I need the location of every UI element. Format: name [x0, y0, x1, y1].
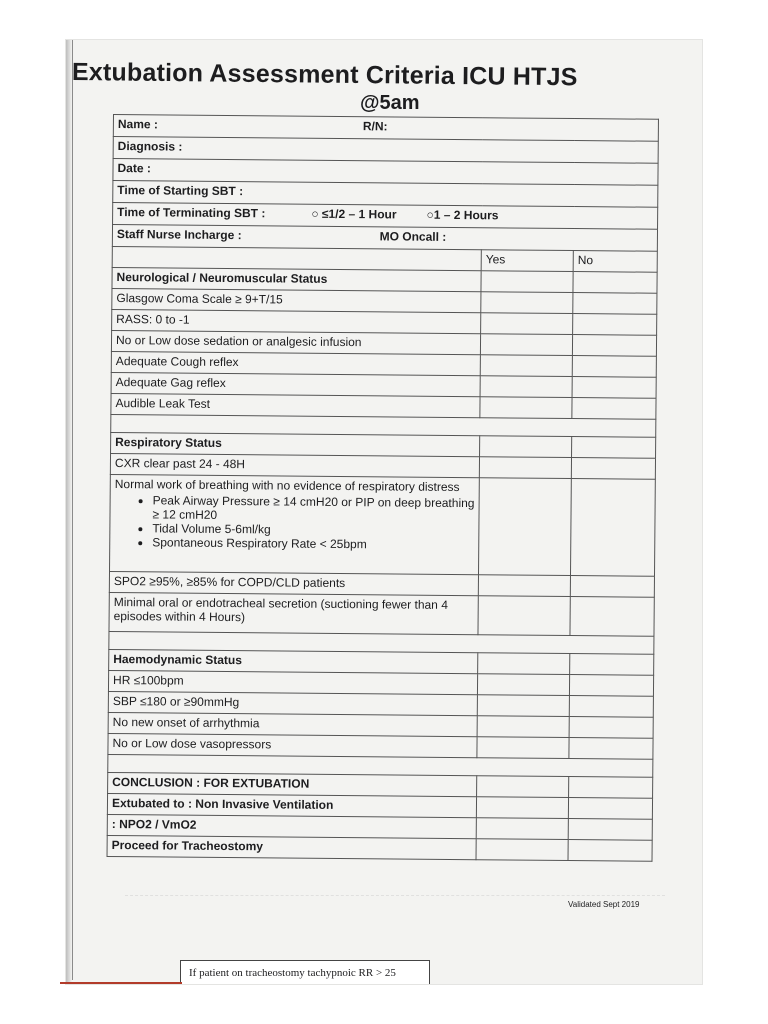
no-cell[interactable]	[571, 458, 655, 480]
criteria-cxr: CXR clear past 24 - 48H	[110, 453, 479, 477]
yes-cell[interactable]	[480, 397, 572, 419]
yes-cell[interactable]	[480, 355, 572, 377]
no-cell[interactable]	[570, 597, 654, 637]
no-cell[interactable]	[568, 798, 652, 820]
yes-cell[interactable]	[478, 575, 570, 597]
haemo-heading: Haemodynamic Status	[109, 649, 478, 673]
no-cell[interactable]	[572, 356, 656, 378]
no-cell[interactable]	[573, 293, 657, 315]
yes-cell[interactable]	[477, 776, 569, 798]
breathing-bullets	[114, 493, 474, 552]
yes-cell[interactable]	[480, 334, 572, 356]
no-cell[interactable]	[572, 398, 656, 420]
yes-column-header: Yes	[481, 250, 573, 272]
rn-label: R/N:	[362, 119, 388, 134]
page-edge	[72, 40, 73, 980]
criteria-spo2: SPO2 ≥95%, ≥85% for COPD/CLD patients	[109, 571, 478, 595]
bullet-tidal-volume: • Tidal Volume 5-6ml/kg	[152, 521, 474, 538]
neuro-heading: Neurological / Neuromuscular Status	[112, 267, 481, 291]
yes-cell[interactable]	[480, 376, 572, 398]
yes-cell[interactable]	[481, 313, 573, 335]
criteria-gag: Adequate Gag reflex	[111, 372, 480, 396]
bullet-resp-rate: • Spontaneous Respiratory Rate < 25bpm	[152, 535, 474, 552]
underlying-page-outline	[125, 895, 665, 956]
yes-cell[interactable]	[479, 457, 571, 479]
criteria-sbp: SBP ≤180 or ≥90mmHg	[108, 691, 477, 715]
extubated-to-label: Extubated to : Non Invasive Ventilation	[107, 793, 476, 817]
no-cell[interactable]	[570, 479, 655, 577]
npo2-label: : NPO2 / VmO2	[107, 814, 476, 838]
no-cell[interactable]	[569, 717, 653, 739]
form-subtitle: @5am	[360, 92, 420, 114]
diagnosis-label: Diagnosis :	[113, 137, 658, 164]
bullet-peak-pressure: • Peak Airway Pressure ≥ 14 cmH20 or PIP on deep breathing ≥ 12 cmH20	[152, 493, 474, 524]
criteria-rass: RASS: 0 to -1	[112, 309, 481, 333]
red-edge-line	[60, 982, 182, 984]
criteria-leak: Audible Leak Test	[111, 393, 480, 417]
no-cell[interactable]	[569, 675, 653, 697]
yes-cell[interactable]	[478, 596, 570, 636]
criteria-row	[110, 474, 656, 576]
option-two-hours: ○1 – 2 Hours	[426, 207, 499, 223]
yes-cell[interactable]	[476, 839, 568, 861]
yes-cell[interactable]	[478, 478, 571, 576]
assessment-table	[107, 114, 659, 862]
yes-cell[interactable]	[477, 674, 569, 696]
criteria-gcs: Glasgow Coma Scale ≥ 9+T/15	[112, 288, 481, 312]
no-cell[interactable]	[568, 839, 652, 861]
validated-note: Validated Sept 2019	[568, 900, 640, 909]
no-cell[interactable]	[572, 335, 656, 357]
criteria-hr: HR ≤100bpm	[108, 670, 477, 694]
staff-nurse-label: Staff Nurse Incharge :	[116, 227, 242, 243]
start-sbt-label: Time of Starting SBT :	[113, 181, 658, 208]
no-cell[interactable]	[569, 696, 653, 718]
criteria-row	[109, 592, 654, 636]
yes-cell[interactable]	[477, 716, 569, 738]
no-cell[interactable]	[573, 314, 657, 336]
no-column-header: No	[573, 251, 657, 273]
criteria-arrhythmia: No new onset of arrhythmia	[108, 712, 477, 736]
criteria-breathing: Normal work of breathing with no evidence of respiratory distress	[114, 477, 460, 495]
no-cell[interactable]	[570, 576, 654, 598]
option-half-hour: ○ ≤1/2 – 1 Hour	[311, 206, 397, 222]
no-cell[interactable]	[572, 377, 656, 399]
criteria-vasopressors: No or Low dose vasopressors	[108, 733, 477, 757]
no-cell[interactable]	[569, 738, 653, 760]
criteria-cough: Adequate Cough reflex	[111, 351, 480, 375]
conclusion-row	[107, 835, 652, 861]
yes-cell[interactable]	[476, 797, 568, 819]
mo-oncall-label: MO Oncall :	[379, 229, 447, 244]
no-cell[interactable]	[569, 777, 653, 799]
name-label: Name :	[117, 117, 158, 132]
yes-cell[interactable]	[477, 737, 569, 759]
yes-cell[interactable]	[476, 818, 568, 840]
date-label: Date :	[113, 159, 658, 186]
no-cell[interactable]	[568, 819, 652, 841]
tracheostomy-label: Proceed for Tracheostomy	[107, 835, 476, 859]
criteria-sedation: No or Low dose sedation or analgesic infusion	[111, 330, 480, 354]
yes-cell[interactable]	[477, 695, 569, 717]
criteria-secretion: Minimal oral or endotracheal secretion (suctioning fewer than 4 episodes within 4 Hours)	[109, 592, 478, 634]
bottom-page-note: If patient on tracheostomy tachypnoic RR > 25	[180, 960, 430, 984]
yes-cell[interactable]	[481, 292, 573, 314]
resp-heading: Respiratory Status	[111, 432, 480, 456]
end-sbt-label: Time of Terminating SBT :	[117, 205, 266, 221]
form-title: Extubation Assessment Criteria ICU HTJS	[71, 58, 578, 92]
conclusion-heading: CONCLUSION : FOR EXTUBATION	[108, 772, 477, 796]
